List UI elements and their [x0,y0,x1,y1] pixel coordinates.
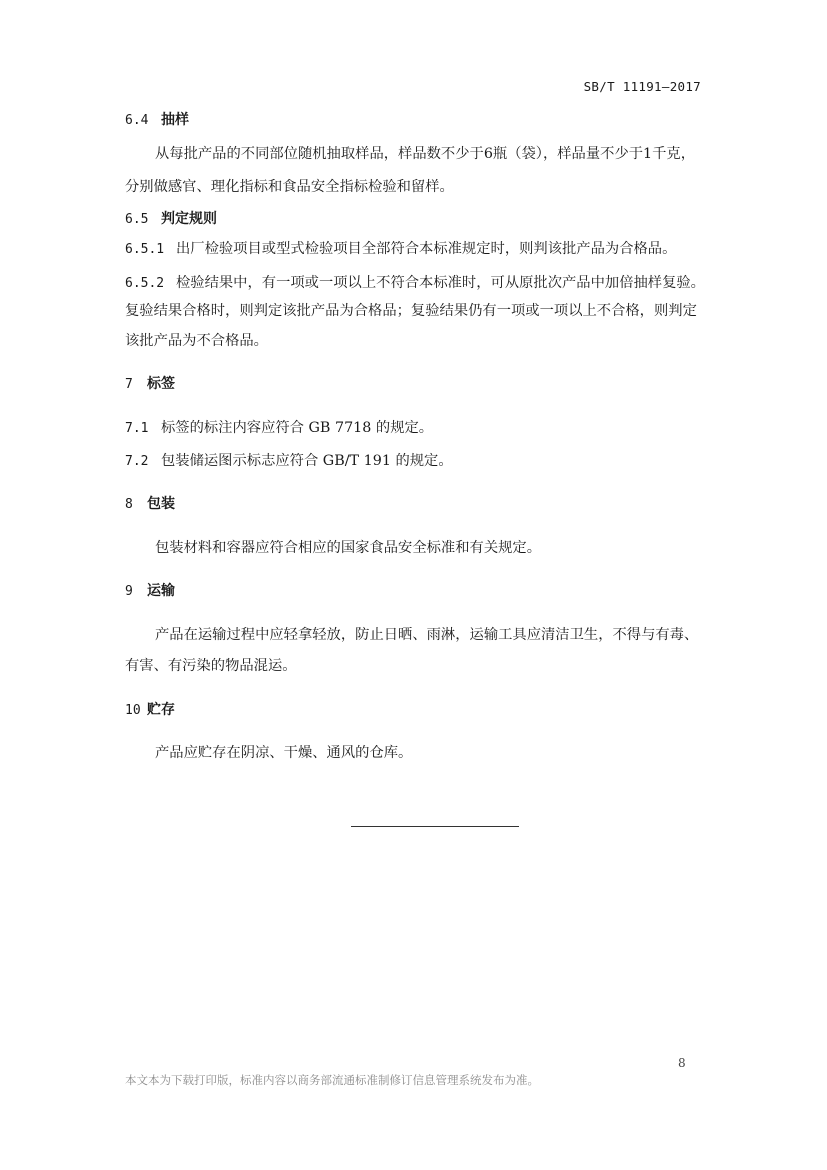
section-title: 标签 [147,376,175,392]
clause-number: 7.2 [125,454,149,469]
clause-text: 包装储运图示标志应符合 GB/T 191 的规定。 [161,453,453,469]
section-title: 抽样 [161,112,189,128]
section-6-5-heading [125,208,217,228]
paragraph-line: 有害、有污染的物品混运。 [125,658,297,674]
section-9-heading [125,580,175,600]
section-title: 判定规则 [161,211,217,227]
section-8-heading [125,493,175,513]
clause-6-5-1 [125,238,676,258]
section-number: 8 [125,497,133,512]
clause-7-2 [125,450,453,470]
section-title: 贮存 [147,702,175,718]
paragraph-line: 分别做感官、理化指标和食品安全指标检验和留样。 [125,179,454,195]
paragraph-line: 该批产品为不合格品。 [125,333,268,349]
clause-text: 标签的标注内容应符合 GB 7718 的规定。 [161,420,434,436]
section-6-4-heading [125,109,189,129]
section-title: 包装 [147,496,175,512]
paragraph-line: 包装材料和容器应符合相应的国家食品安全标准和有关规定。 [155,540,542,556]
end-of-document-rule [351,826,519,827]
page-number: 8 [678,1056,686,1070]
paragraph-line: 产品应贮存在阴凉、干燥、通风的仓库。 [155,745,413,761]
paragraph-line: 产品在运输过程中应轻拿轻放，防止日晒、雨淋，运输工具应清洁卫生，不得与有毒、 [155,627,699,643]
paragraph-line: 复验结果合格时，则判定该批产品为合格品；复验结果仍有一项或一项以上不合格，则判定 [125,303,697,319]
clause-number: 6.5.1 [125,242,165,257]
clause-text: 检验结果中，有一项或一项以上不符合本标准时，可从原批次产品中加倍抽样复验。 [176,275,705,291]
section-number: 9 [125,584,133,599]
paragraph-line: 从每批产品的不同部位随机抽取样品，样品数不少于6瓶（袋），样品量不少于1千克， [155,146,696,162]
clause-6-5-2 [125,272,705,292]
clause-number: 7.1 [125,421,149,436]
section-10-heading [125,699,175,719]
section-number: 10 [125,703,141,718]
section-number: 7 [125,377,133,392]
section-title: 运输 [147,583,175,599]
clause-number: 6.5.2 [125,276,165,291]
clause-7-1 [125,417,433,437]
footer-note: 本文本为下载打印版，标准内容以商务部流通标准制修订信息管理系统发布为准。 [125,1073,539,1087]
section-7-heading [125,373,175,393]
clause-text: 出厂检验项目或型式检验项目全部符合本标准规定时，则判该批产品为合格品。 [176,241,677,257]
section-number: 6.5 [125,212,149,227]
standard-code: SB/T 11191—2017 [583,79,701,94]
section-number: 6.4 [125,113,149,128]
